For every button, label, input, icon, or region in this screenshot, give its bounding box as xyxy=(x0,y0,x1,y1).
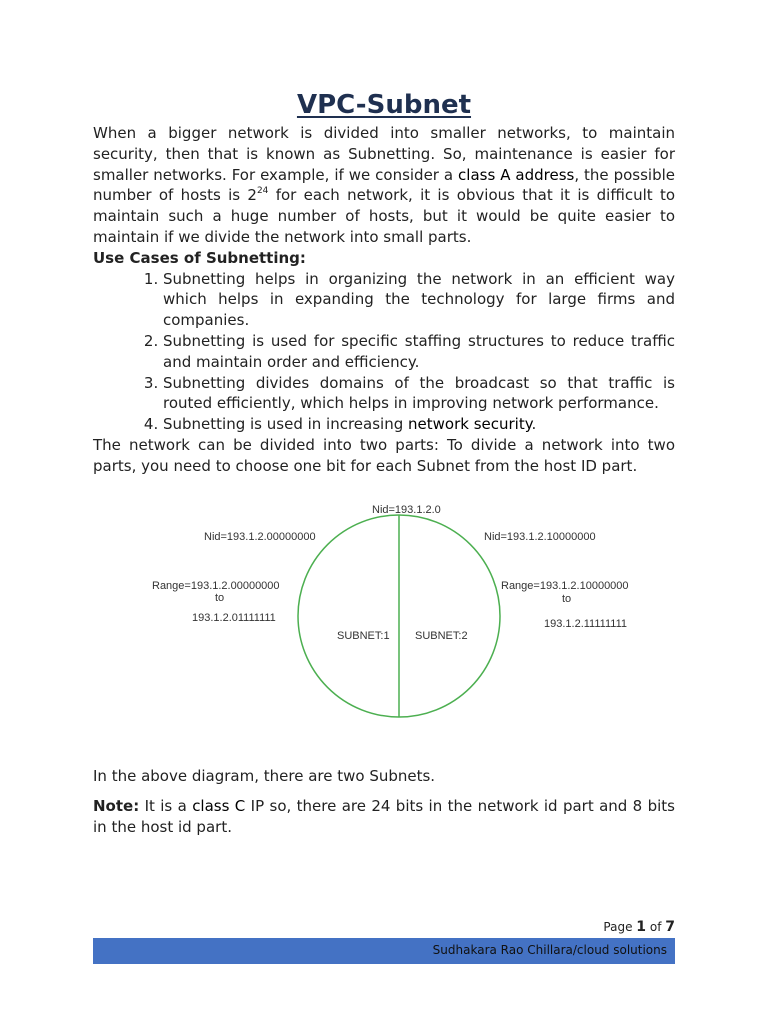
intro-text-3: for each network, it is obvious that it is difficult to maintain such a huge number of hosts, but it would be quite easier to maintain if we divide the network into small parts. xyxy=(93,186,676,246)
note-label: Note: xyxy=(93,797,140,815)
left-nid-label: Nid=193.1.2.00000000 xyxy=(204,531,316,543)
right-end-label: 193.1.2.11111111 xyxy=(544,618,627,630)
list-item: 3. Subnetting divides domains of the broadcast so that traffic is routed efficiently, which helps in improving network performance. xyxy=(163,373,675,415)
note-text-2: IP so, there are 24 bits in the network id part and 8 bits in the host id part. xyxy=(93,797,675,836)
intro-text-1: When a bigger network is divided into smaller networks, to maintain security, then that is known as Subnetting. So, maintenance is easier for smaller networks. For example, if we consider a xyxy=(93,124,675,184)
diagram-caption xyxy=(93,766,675,787)
use-case-4-prefix: Subnetting is used in increasing xyxy=(163,415,409,434)
divide-paragraph: The network can be divided into two parts: To divide a network into two parts, you need to choose one bit for each Subnet from the host ID part. xyxy=(93,435,675,475)
right-nid-label: Nid=193.1.2.10000000 xyxy=(484,531,596,543)
page-number xyxy=(603,919,675,935)
exponent: 24 xyxy=(256,186,269,197)
page-title xyxy=(93,88,675,122)
use-case-4-suffix: . xyxy=(531,415,537,434)
footer-bar xyxy=(93,938,675,964)
intro-text-2: , the possible number of hosts is 2 xyxy=(93,165,675,205)
list-item: 1. Subnetting helps in organizing the network in an efficient way which helps in expanding the technology for large firms and companies. xyxy=(163,269,675,331)
main-content xyxy=(93,123,675,477)
caption-text: In the above diagram, there are two Subnets. xyxy=(93,767,436,785)
network-security-link[interactable]: network security xyxy=(408,415,532,434)
left-end-label: 193.1.2.01111111 xyxy=(192,612,276,624)
of-word: of xyxy=(646,920,666,934)
note-text-1: It is a xyxy=(139,797,193,815)
total-pages: 7 xyxy=(665,919,675,935)
intro-paragraph xyxy=(93,123,675,248)
page-word: Page xyxy=(603,920,637,934)
right-to-label: to xyxy=(562,593,572,605)
use-cases-heading: Use Cases of Subnetting: xyxy=(93,248,306,267)
footer-author: Sudhakara Rao Chillara/cloud solutions xyxy=(432,943,667,957)
current-page: 1 xyxy=(636,919,647,935)
note-text xyxy=(93,796,675,838)
left-range-label: Range=193.1.2.00000000 xyxy=(152,580,280,592)
use-cases-list xyxy=(93,269,675,435)
left-to-label: to xyxy=(215,592,225,604)
top-nid-label: Nid=193.1.2.0 xyxy=(372,504,441,516)
subnet-2-label: SUBNET:2 xyxy=(415,630,468,642)
class-a-link[interactable]: class A address xyxy=(458,165,575,184)
subnet-1-label: SUBNET:1 xyxy=(337,630,390,642)
right-range-label: Range=193.1.2.10000000 xyxy=(501,580,629,592)
class-c-link[interactable]: class C xyxy=(192,797,246,815)
list-item xyxy=(163,414,675,435)
title-text: VPC-Subnet xyxy=(296,90,472,120)
note-paragraph xyxy=(93,796,675,838)
list-item: 2. Subnetting is used for specific staffing structures to reduce traffic and maintain order and efficiency. xyxy=(163,331,675,373)
subnet-diagram xyxy=(140,494,640,724)
